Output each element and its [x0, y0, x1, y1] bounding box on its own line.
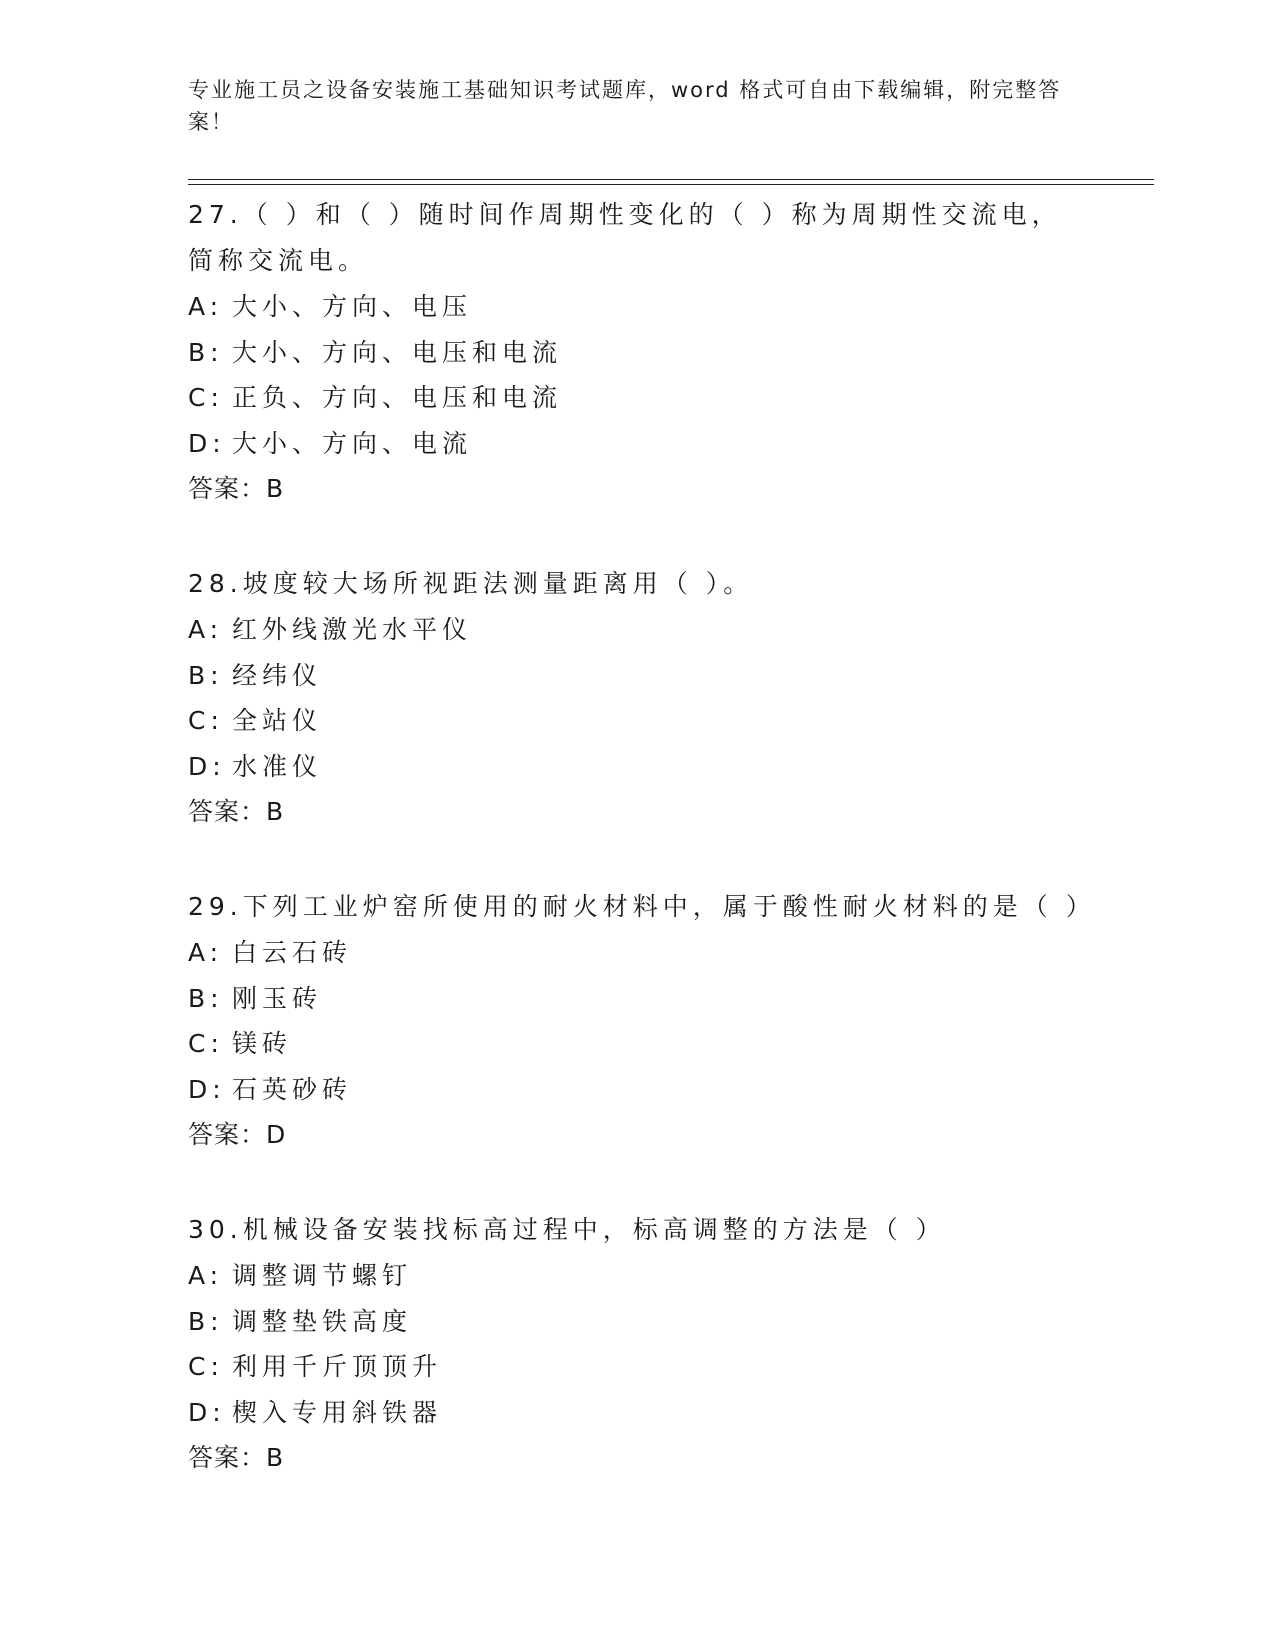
option-letter: B: — [188, 983, 224, 1013]
option-text: 楔入专用斜铁器 — [232, 1397, 443, 1427]
option-letter: D: — [188, 1397, 226, 1427]
option-a — [188, 1253, 1088, 1299]
option-letter: B: — [188, 660, 224, 690]
option-letter: B: — [188, 337, 224, 367]
option-letter: A: — [188, 938, 224, 967]
option-b — [188, 653, 1088, 699]
option-c — [188, 375, 1088, 421]
option-text: 镁砖 — [232, 1029, 293, 1058]
option-a — [188, 607, 1088, 653]
option-text: 水准仪 — [232, 751, 323, 781]
option-letter: A: — [188, 1261, 224, 1290]
option-letter: A: — [188, 292, 224, 321]
question-stem: 27.（ ）和（ ）随时间作周期性变化的（ ）称为周期性交流电，简称交流电。 — [188, 200, 1062, 275]
option-text: 刚玉砖 — [232, 983, 323, 1013]
header-divider-top — [188, 179, 1154, 180]
answer-line: 答案：D — [188, 1120, 287, 1149]
question-stem: 29.下列工业炉窑所使用的耐火材料中，属于酸性耐火材料的是（ ） — [188, 892, 1096, 921]
option-text: 经纬仪 — [232, 660, 323, 690]
option-d — [188, 1390, 1088, 1436]
option-letter: D: — [188, 1074, 226, 1104]
question-29 — [188, 884, 1096, 1158]
question-27 — [188, 192, 1088, 512]
question-stem: 30.机械设备安装找标高过程中，标高调整的方法是（ ） — [188, 1215, 946, 1244]
option-letter: C: — [188, 1029, 224, 1058]
option-c — [188, 698, 1088, 744]
question-stem: 28.坡度较大场所视距法测量距离用（ ）。 — [188, 569, 754, 598]
option-b — [188, 976, 1088, 1022]
option-letter: A: — [188, 615, 224, 644]
header-divider-bottom — [188, 184, 1154, 185]
option-letter: B: — [188, 1306, 224, 1336]
answer-line: 答案：B — [188, 1443, 285, 1472]
option-text: 调整垫铁高度 — [232, 1306, 413, 1336]
option-c — [188, 1344, 1088, 1390]
option-a — [188, 284, 1088, 330]
answer-line: 答案：B — [188, 797, 285, 826]
option-letter: C: — [188, 1352, 224, 1381]
option-c — [188, 1021, 1088, 1067]
option-b — [188, 330, 1088, 376]
option-text: 全站仪 — [232, 706, 323, 735]
option-letter: D: — [188, 428, 226, 458]
option-letter: C: — [188, 383, 224, 412]
option-text: 调整调节螺钉 — [232, 1261, 413, 1290]
document-header: 专业施工员之设备安装施工基础知识考试题库，word 格式可自由下载编辑，附完整答案！ — [188, 78, 1062, 134]
option-letter: C: — [188, 706, 224, 735]
question-30 — [188, 1207, 1088, 1481]
option-text: 石英砂砖 — [232, 1074, 353, 1104]
option-text: 红外线激光水平仪 — [232, 615, 473, 644]
question-28 — [188, 561, 1088, 835]
option-letter: D: — [188, 751, 226, 781]
answer-line: 答案：B — [188, 474, 285, 503]
option-text: 白云石砖 — [232, 938, 353, 967]
option-text: 大小、方向、电压和电流 — [232, 337, 563, 367]
option-a — [188, 930, 1088, 976]
option-d — [188, 744, 1088, 790]
option-d — [188, 421, 1088, 467]
option-text: 正负、方向、电压和电流 — [232, 383, 563, 412]
option-b — [188, 1299, 1088, 1345]
question-list — [188, 192, 1096, 1530]
option-text: 大小、方向、电压 — [232, 292, 473, 321]
option-text: 利用千斤顶顶升 — [232, 1352, 443, 1381]
option-text: 大小、方向、电流 — [232, 428, 473, 458]
option-d — [188, 1067, 1088, 1113]
